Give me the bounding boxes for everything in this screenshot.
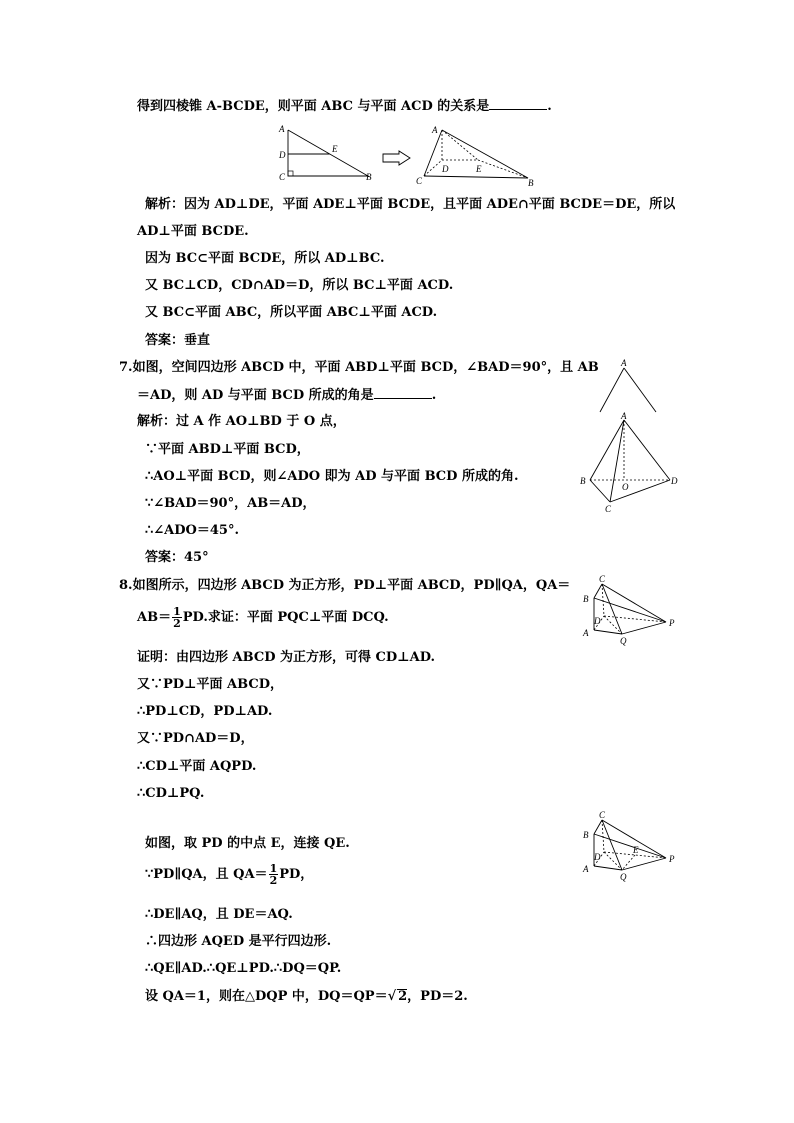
label-Q: Q (620, 636, 627, 646)
q8-p2-line-4: ∴四边形 AQED 是平行四边形. (145, 934, 332, 949)
prev-question-text: 得到四棱锥 A-BCDE，则平面 ABC 与平面 ACD 的关系是 (137, 99, 490, 114)
fig-q8-2 (578, 808, 682, 884)
fig-fold-right (412, 122, 540, 188)
label-C: C (416, 176, 423, 186)
q8-line-2-b: PD.求证：平面 PQC⊥平面 DCQ. (182, 610, 389, 625)
label-D: D (442, 164, 449, 174)
label-D: D (671, 476, 678, 486)
label-P: P (669, 854, 675, 864)
label-C: C (279, 172, 286, 182)
q8-last-b: ，PD＝2. (407, 989, 468, 1004)
q7-analysis-3: ∴AO⊥平面 BCD，则∠ADO 即为 AD 与平面 BCD 所成的角. (145, 469, 519, 484)
q8-line-2-a: AB＝ (137, 610, 172, 625)
fig-fold-left (276, 122, 380, 182)
frac-num: 1 (173, 605, 181, 618)
label-A: A (621, 411, 627, 421)
label-B: B (583, 830, 589, 840)
q7-line-1: 7.如图，空间四边形 ABCD 中，平面 ABD⊥平面 BCD，∠BAD＝90°，且 AB (119, 360, 599, 375)
sqrt-radicand: 2 (398, 989, 408, 1004)
label-C: C (599, 810, 606, 820)
label-A: A (583, 628, 589, 638)
label-E: E (332, 144, 338, 154)
q8-p2-line-3: ∴DE∥AQ，且 DE＝AQ. (145, 907, 293, 922)
prev-analysis-2: AD⊥平面 BCDE. (137, 224, 249, 239)
label-A: A (583, 864, 589, 874)
q8-proof-4: 又∵PD∩AD＝D， (137, 731, 254, 746)
answer-blank (374, 386, 432, 399)
arrow-icon (382, 150, 412, 166)
fraction-one-half (269, 863, 279, 886)
fig-q8-1 (578, 572, 682, 648)
q8-last-a: 设 QA＝1，则在△DQP 中，DQ＝QP＝ (145, 989, 388, 1004)
q8-proof-1: 证明：由四边形 ABCD 为正方形，可得 CD⊥AD. (137, 650, 436, 665)
q8-p2-line-1: 如图，取 PD 的中点 E，连接 QE. (145, 836, 350, 851)
label-C: C (605, 504, 612, 514)
q7-line-2-end: . (431, 388, 437, 403)
q7-line-2 (137, 386, 436, 405)
q8-line-1: 8.如图所示，四边形 ABCD 为正方形，PD⊥平面 ABCD，PD∥QA，QA＝ (119, 578, 571, 593)
q7-analysis-4: ∵∠BAD＝90°，AB＝AD， (145, 496, 316, 511)
label-B: B (583, 594, 589, 604)
q7-analysis-2: ∵平面 ABD⊥平面 BCD， (145, 442, 310, 457)
q8-p2-line-5: ∴QE∥AD.∴QE⊥PD.∴DQ＝QP. (145, 961, 342, 976)
q7-line-2-text: ＝AD，则 AD 与平面 BCD 所成的角是 (137, 388, 374, 403)
label-Q: Q (620, 872, 627, 882)
prev-question-end: . (547, 99, 552, 114)
q7-analysis-1: 解析：过 A 作 AO⊥BD 于 O 点， (137, 414, 346, 429)
label-A: A (621, 358, 627, 368)
prev-analysis-3: 因为 BC⊂平面 BCDE，所以 AD⊥BC. (145, 251, 385, 266)
q8-p2-line-2-b: PD， (279, 867, 314, 882)
label-O: O (622, 482, 629, 492)
frac-den: 2 (269, 874, 278, 887)
q8-p2-line-2-a: ∵PD∥QA，且 QA＝ (145, 867, 268, 882)
q8-proof-6: ∴CD⊥PQ. (137, 786, 205, 801)
prev-question-line (137, 97, 552, 116)
q8-proof-2: 又∵PD⊥平面 ABCD， (137, 677, 283, 692)
label-B: B (366, 172, 372, 182)
answer-blank (489, 97, 547, 110)
label-C: C (599, 574, 606, 584)
label-A: A (432, 125, 438, 135)
label-D: D (594, 616, 601, 626)
fraction-one-half (172, 606, 182, 629)
q7-analysis-5: ∴∠ADO＝45°. (145, 523, 239, 538)
prev-analysis-5: 又 BC⊂平面 ABC，所以平面 ABC⊥平面 ACD. (145, 305, 438, 320)
q8-p2-line-6: 设 QA＝1，则在△DQP 中，DQ＝QP＝√ 2，PD＝2. (145, 989, 468, 1004)
q8-line-2 (137, 606, 389, 629)
q7-answer: 答案：45° (145, 550, 209, 565)
label-D: D (594, 852, 601, 862)
label-D: D (279, 150, 286, 160)
prev-analysis-1: 解析：因为 AD⊥DE，平面 ADE⊥平面 BCDE，且平面 ADE∩平面 BCDE＝DE，所以 (145, 197, 676, 212)
label-B: B (528, 178, 534, 188)
label-P: P (669, 618, 675, 628)
label-A: A (279, 124, 285, 134)
q8-proof-3: ∴PD⊥CD，PD⊥AD. (137, 704, 273, 719)
frac-den: 2 (173, 617, 181, 630)
label-E: E (476, 164, 482, 174)
prev-answer: 答案：垂直 (145, 333, 211, 348)
fig-q7-pyramid (578, 410, 682, 516)
prev-analysis-4: 又 BC⊥CD，CD∩AD＝D，所以 BC⊥平面 ACD. (145, 278, 454, 293)
q8-proof-5: ∴CD⊥平面 AQPD. (137, 759, 257, 774)
frac-num: 1 (269, 862, 278, 875)
q8-p2-line-2 (145, 863, 313, 886)
label-B: B (580, 476, 586, 486)
label-E: E (633, 845, 639, 855)
fig-q7-top (588, 356, 668, 416)
